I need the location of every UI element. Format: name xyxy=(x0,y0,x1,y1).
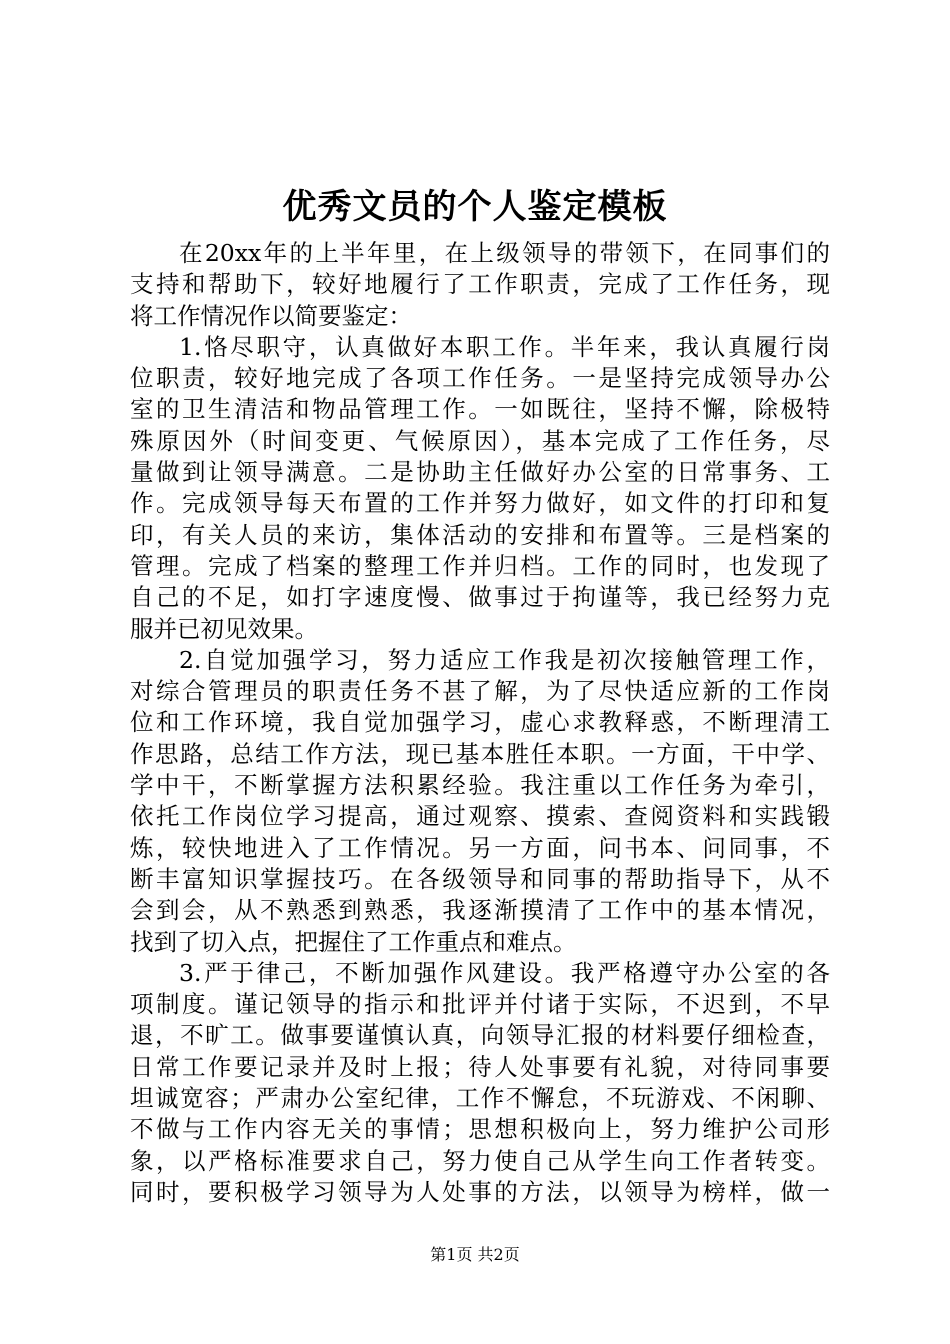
text-line: 作。完成领导每天布置的工作并努力做好，如文件的打印和复 xyxy=(130,489,830,518)
text-line: 日常工作要记录并及时上报；待人处事要有礼貌，对待同事要 xyxy=(130,1052,830,1081)
text-line: 室的卫生清洁和物品管理工作。一如既往，坚持不懈，除极特 xyxy=(130,395,830,424)
text-line: 退，不旷工。做事要谨慎认真，向领导汇报的材料要仔细检查， xyxy=(130,1021,830,1050)
text-line: 位和工作环境，我自觉加强学习，虚心求教释惑，不断理清工 xyxy=(130,708,830,737)
text-line: 殊原因外（时间变更、气候原因），基本完成了工作任务，尽 xyxy=(130,426,830,455)
text-line: 会到会，从不熟悉到熟悉，我逐渐摸清了工作中的基本情况， xyxy=(130,896,830,925)
text-line: 学中干，不断掌握方法积累经验。我注重以工作任务为牵引， xyxy=(130,771,830,800)
document-body xyxy=(130,238,830,1208)
text-line: 1.恪尽职守，认真做好本职工作。半年来，我认真履行岗 xyxy=(179,332,830,361)
text-line: 作思路，总结工作方法，现已基本胜任本职。一方面，干中学、 xyxy=(130,739,830,768)
text-line: 3.严于律己，不断加强作风建设。我严格遵守办公室的各 xyxy=(179,958,830,987)
text-line: 支持和帮助下，较好地履行了工作职责，完成了工作任务，现 xyxy=(130,270,830,299)
text-line: 找到了切入点，把握住了工作重点和难点。 xyxy=(130,927,577,956)
text-line: 服并已初见效果。 xyxy=(130,614,318,643)
text-line: 断丰富知识掌握技巧。在各级领导和同事的帮助指导下，从不 xyxy=(130,864,830,893)
text-line: 项制度。谨记领导的指示和批评并付诸于实际，不迟到，不早 xyxy=(130,990,830,1019)
text-line: 依托工作岗位学习提高，通过观察、摸索、查阅资料和实践锻 xyxy=(130,802,830,831)
text-line: 管理。完成了档案的整理工作并归档。工作的同时，也发现了 xyxy=(130,551,830,580)
page-footer: 第1页 共2页 xyxy=(430,1245,520,1264)
text-line: 不做与工作内容无关的事情；思想积极向上，努力维护公司形 xyxy=(130,1115,830,1144)
text-line: 将工作情况作以简要鉴定： xyxy=(130,301,412,330)
document-title: 优秀文员的个人鉴定模板 xyxy=(282,187,668,227)
text-line: 2.自觉加强学习，努力适应工作我是初次接触管理工作， xyxy=(179,645,830,674)
text-line: 象，以严格标准要求自己，努力使自己从学生向工作者转变。 xyxy=(130,1146,830,1175)
text-line: 位职责，较好地完成了各项工作任务。一是坚持完成领导办公 xyxy=(130,364,830,393)
text-line: 在20xx年的上半年里，在上级领导的带领下，在同事们的 xyxy=(179,239,830,267)
text-line: 坦诚宽容；严肃办公室纪律，工作不懈怠，不玩游戏、不闲聊、 xyxy=(130,1084,830,1113)
text-line: 对综合管理员的职责任务不甚了解，为了尽快适应新的工作岗 xyxy=(130,677,830,706)
text-line: 自己的不足，如打字速度慢、做事过于拘谨等，我已经努力克 xyxy=(130,583,830,612)
text-line: 炼，较快地进入了工作情况。另一方面，问书本、问同事，不 xyxy=(130,833,830,862)
text-line: 同时，要积极学习领导为人处事的方法，以领导为榜样，做一 xyxy=(130,1177,830,1206)
text-line: 量做到让领导满意。二是协助主任做好办公室的日常事务、工 xyxy=(130,458,830,487)
text-line: 印，有关人员的来访，集体活动的安排和布置等。三是档案的 xyxy=(130,520,830,549)
